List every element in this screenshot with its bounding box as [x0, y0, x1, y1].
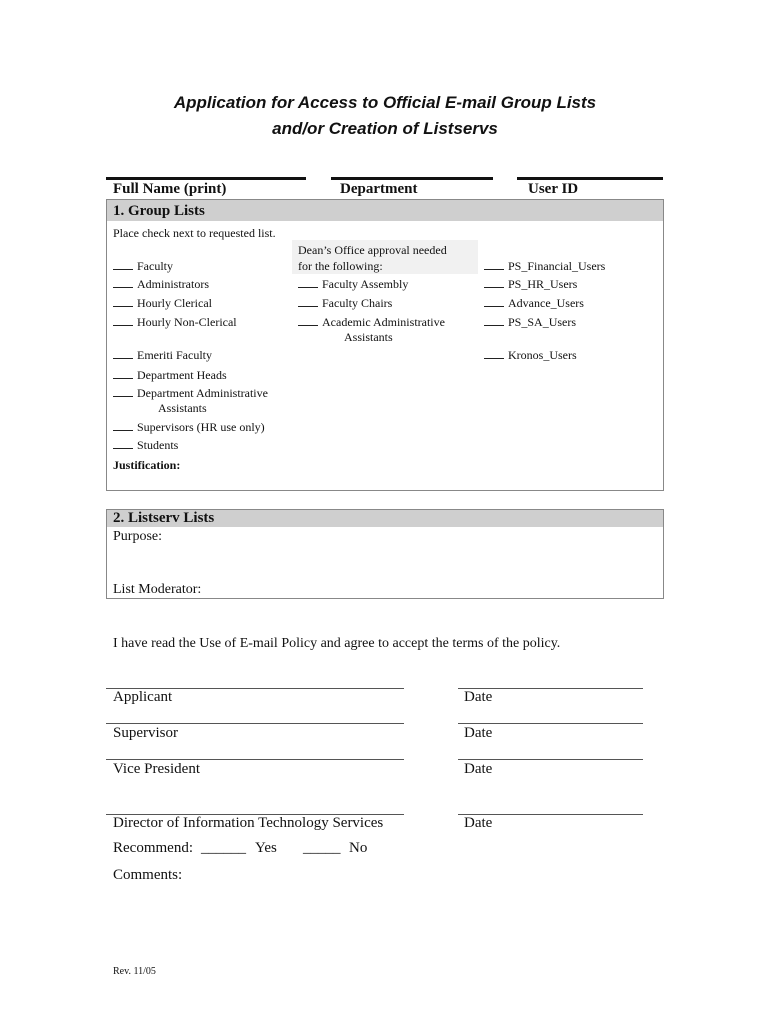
list-item-supervisors[interactable]: Supervisors (HR use only) — [113, 420, 265, 435]
list-item-kronos-users[interactable]: Kronos_Users — [484, 348, 577, 363]
listserv-title: 2. Listserv Lists — [113, 510, 215, 526]
list-item-department-heads[interactable]: Department Heads — [113, 368, 227, 383]
justification-label: Justification: — [113, 458, 181, 472]
recommend-no-label: No — [349, 840, 368, 856]
department-label: Department — [340, 181, 418, 197]
vice-president-signature-line[interactable] — [106, 759, 404, 760]
vice-president-label: Vice President — [113, 761, 200, 777]
checkbox-blank[interactable] — [113, 297, 133, 307]
list-item-ps-hr-users[interactable]: PS_HR_Users — [484, 277, 577, 292]
checkbox-blank[interactable] — [484, 297, 504, 307]
form-title-line1: Application for Access to Official E-mail Group Lists — [173, 93, 597, 112]
deans-note-line1: Dean’s Office approval needed — [298, 243, 447, 257]
list-item-continuation: Assistants — [344, 330, 393, 344]
list-item-faculty-chairs[interactable]: Faculty Chairs — [298, 296, 392, 311]
recommend-yes-label: Yes — [255, 840, 277, 856]
checkbox-blank[interactable] — [113, 349, 133, 359]
list-item-advance-users[interactable]: Advance_Users — [484, 296, 584, 311]
list-item-faculty-assembly[interactable]: Faculty Assembly — [298, 277, 408, 292]
form-title-line2: and/or Creation of Listservs — [272, 119, 498, 138]
list-item-hourly-non-clerical[interactable]: Hourly Non-Clerical — [113, 315, 237, 330]
department-line — [331, 177, 493, 180]
group-lists-instruction: Place check next to requested list. — [113, 226, 276, 240]
checkbox-blank[interactable] — [113, 387, 133, 397]
checkbox-blank[interactable] — [113, 260, 133, 270]
supervisor-label: Supervisor — [113, 725, 178, 741]
checkbox-blank[interactable] — [484, 278, 504, 288]
full-name-label: Full Name (print) — [113, 181, 227, 197]
recommend-yes-blank[interactable]: ______ — [201, 840, 246, 856]
checkbox-blank[interactable] — [113, 278, 133, 288]
list-item-continuation: Assistants — [158, 401, 207, 415]
director-label: Director of Information Technology Services — [113, 815, 384, 831]
applicant-date-label: Date — [464, 689, 493, 705]
list-item-students[interactable]: Students — [113, 438, 178, 453]
list-item-department-admin-assistants[interactable]: Department Administrative — [113, 386, 268, 401]
supervisor-date-label: Date — [464, 725, 493, 741]
group-lists-title: 1. Group Lists — [113, 203, 205, 219]
revision-label: Rev. 11/05 — [113, 966, 156, 977]
recommend-no-blank[interactable]: _____ — [303, 840, 341, 856]
checkbox-blank[interactable] — [484, 316, 504, 326]
list-item-emeriti-faculty[interactable]: Emeriti Faculty — [113, 348, 212, 363]
vice-president-date-line[interactable] — [458, 759, 643, 760]
vice-president-date-label: Date — [464, 761, 493, 777]
checkbox-blank[interactable] — [298, 316, 318, 326]
checkbox-blank[interactable] — [298, 297, 318, 307]
recommend-label: Recommend: — [113, 840, 193, 856]
deans-note-line2: for the following: — [298, 259, 383, 273]
policy-statement: I have read the Use of E-mail Policy and agree to accept the terms of the policy. — [113, 636, 561, 651]
list-moderator-label: List Moderator: — [113, 582, 202, 597]
checkbox-blank[interactable] — [484, 349, 504, 359]
checkbox-blank[interactable] — [113, 421, 133, 431]
supervisor-signature-line[interactable] — [106, 723, 404, 724]
checkbox-blank[interactable] — [113, 439, 133, 449]
checkbox-blank[interactable] — [113, 316, 133, 326]
user-id-label: User ID — [528, 181, 579, 197]
checkbox-blank[interactable] — [484, 260, 504, 270]
list-item-administrators[interactable]: Administrators — [113, 277, 209, 292]
supervisor-date-line[interactable] — [458, 723, 643, 724]
applicant-label: Applicant — [113, 689, 173, 705]
list-item-ps-sa-users[interactable]: PS_SA_Users — [484, 315, 576, 330]
list-item-ps-financial-users[interactable]: PS_Financial_Users — [484, 259, 605, 274]
user-id-line — [517, 177, 663, 180]
list-item-faculty[interactable]: Faculty — [113, 259, 173, 274]
full-name-line — [106, 177, 306, 180]
director-date-label: Date — [464, 815, 493, 831]
comments-label: Comments: — [113, 867, 183, 883]
list-item-hourly-clerical[interactable]: Hourly Clerical — [113, 296, 212, 311]
purpose-label: Purpose: — [113, 529, 162, 544]
list-item-academic-admin-assistants[interactable]: Academic Administrative — [298, 315, 445, 330]
checkbox-blank[interactable] — [298, 278, 318, 288]
checkbox-blank[interactable] — [113, 369, 133, 379]
